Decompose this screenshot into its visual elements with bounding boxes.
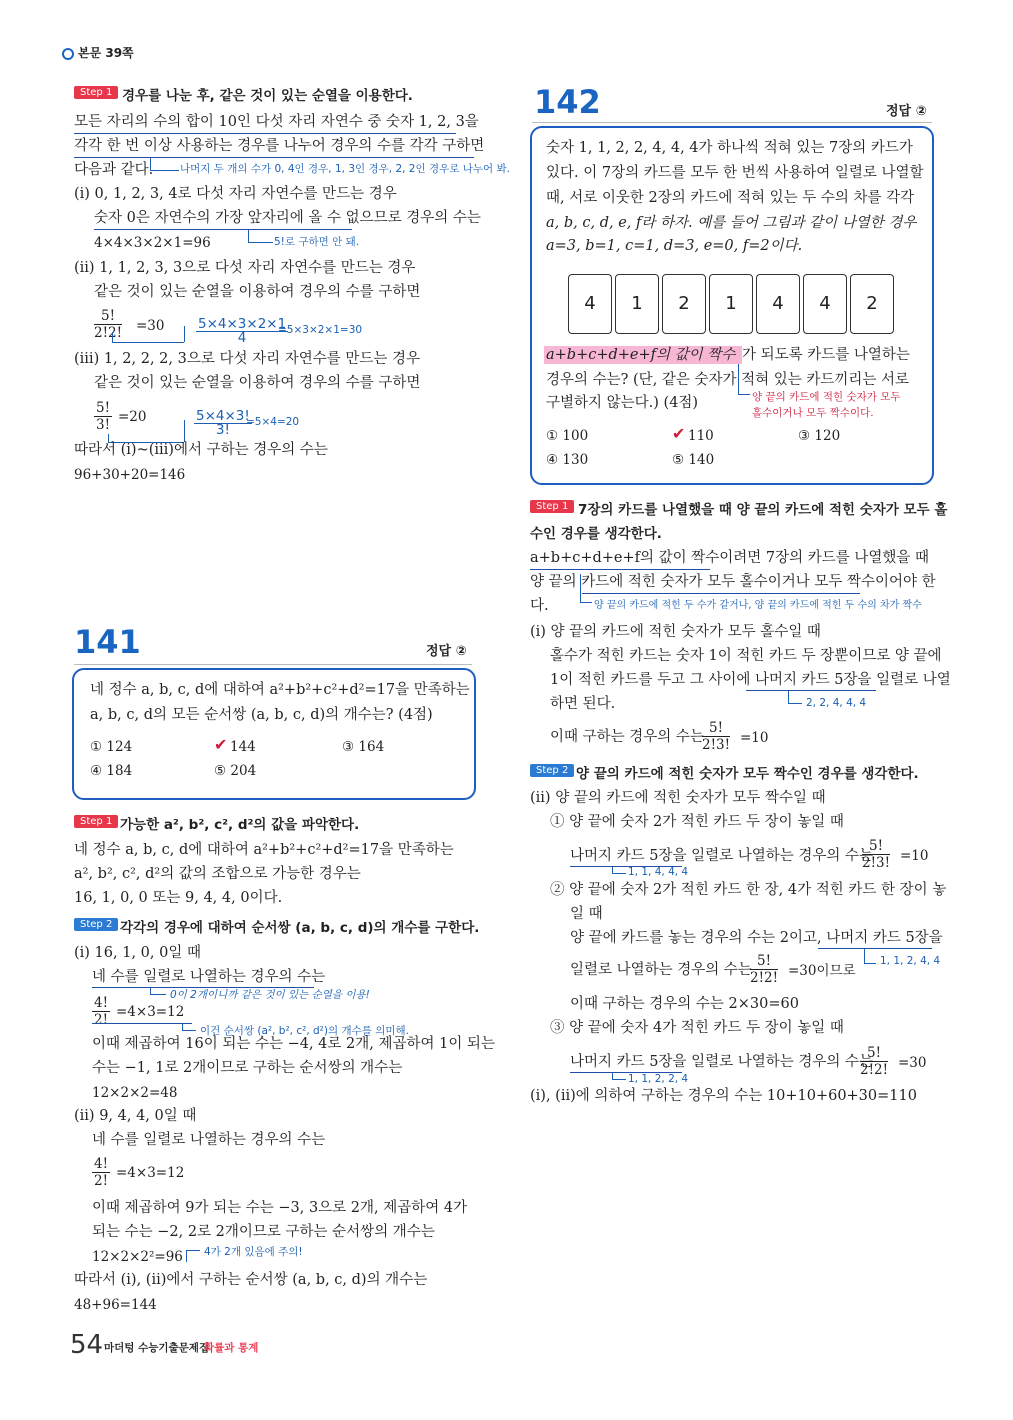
checkmark-icon: ✔ <box>672 424 686 443</box>
text-line: 모든 자리의 수의 합이 10인 다섯 자리 자연수 중 숫자 1, 2, 3을 <box>74 114 479 130</box>
annotation-fraction: $\frac{5\times 4\times 3!}{3!}$ <box>196 408 250 438</box>
answer-label: 정답 ② <box>886 104 927 119</box>
text-line: 16, 1, 0, 0 또는 9, 4, 4, 0이다. <box>74 890 283 906</box>
fraction: $\frac{5!}{2!2!}$ <box>94 308 123 341</box>
text-line: 일렬로 나열하는 경우의 수는 <box>570 962 752 978</box>
step2-text: 양 끝의 카드에 적힌 숫자가 모두 짝수인 경우를 생각한다. <box>576 766 919 782</box>
text-line: 같은 것이 있는 순열을 이용하여 경우의 수를 구하면 <box>94 375 421 391</box>
text-line: 수는 −1, 1로 2개이므로 구하는 순서쌍의 개수는 <box>92 1060 403 1076</box>
underline <box>582 593 860 594</box>
card: 2 <box>662 274 706 334</box>
step2-tag: Step 2 <box>530 764 574 777</box>
choice-1[interactable]: ① 124 <box>90 739 133 755</box>
question-text: 경우의 수는? (단, 같은 숫자가 적혀 있는 카드끼리는 서로 <box>546 372 910 388</box>
underline <box>746 690 876 691</box>
text-line: 같은 것이 있는 순열을 이용하여 경우의 수를 구하면 <box>94 284 421 300</box>
annotation-line <box>580 602 592 603</box>
step1-text: 7장의 카드를 나열했을 때 양 끝의 카드에 적힌 숫자가 모두 홀 <box>578 502 948 518</box>
text-line: 이때 제곱하여 16이 되는 수는 −4, 4로 2개, 제곱하여 1이 되는 <box>92 1036 495 1052</box>
text-line: 나머지 카드 5장을 일렬로 나열하는 경우의 수는 <box>570 848 874 864</box>
choice-3[interactable]: ③ 164 <box>342 739 385 755</box>
annotation-line <box>612 873 626 874</box>
choice-5[interactable]: ⑤ 204 <box>214 763 257 779</box>
case-heading: (ⅱ) 9, 4, 4, 0일 때 <box>74 1108 197 1124</box>
equation: 12×2×2²=96 <box>92 1249 183 1265</box>
fraction: $\frac{5!}{2!3!}$ <box>702 720 731 753</box>
step1-text: 가능한 a², b², c², d²의 값을 파악한다. <box>120 817 360 833</box>
question-text: a, b, c, d의 모든 순서쌍 (a, b, c, d)의 개수는? (4점) <box>90 707 433 723</box>
annotation: =5×3×2×1=30 <box>278 324 363 336</box>
annotation-line <box>186 1250 200 1251</box>
text-line: 이때 제곱하여 9가 되는 수는 −3, 3으로 2개, 제곱하여 4가 <box>92 1200 468 1216</box>
problem-number: 141 <box>74 623 141 661</box>
text-line: 되는 수는 −2, 2로 2개이므로 구하는 순서쌍의 개수는 <box>92 1224 435 1240</box>
annotation: 이건 순서쌍 (a², b², c², d²)의 개수를 의미해. <box>200 1025 409 1037</box>
text-line: 나머지 카드 5장을 일렬로 나열하는 경우의 수는 <box>570 1054 874 1070</box>
card: 4 <box>803 274 847 334</box>
choice-3[interactable]: ③ 120 <box>798 428 841 444</box>
annotation-line <box>186 1250 187 1262</box>
text-line: 숫자 0은 자연수의 가장 앞자리에 올 수 없으므로 경우의 수는 <box>94 210 481 226</box>
step1-tag: Step 1 <box>530 500 574 513</box>
step2-text: 각각의 경우에 대하여 순서쌍 (a, b, c, d)의 개수를 구한다. <box>120 920 480 936</box>
text-line: 각각 한 번 이상 사용하는 경우를 나누어 경우의 수를 각각 구하면 <box>74 138 485 154</box>
choice-2[interactable]: 144 <box>230 739 256 755</box>
annotation-arrow <box>248 230 273 243</box>
card: 4 <box>756 274 800 334</box>
text-line: 홀수가 적힌 카드는 숫자 1이 적힌 카드 두 장뿐이므로 양 끝에 <box>550 648 942 664</box>
annotation-line <box>788 703 802 704</box>
text-line: 다음과 같다. <box>74 162 154 178</box>
annotation-fraction: $\frac{5\times 4\times 3\times 2\times 1}{4}$ <box>198 316 287 346</box>
conclusion: (ⅰ), (ⅱ)에 의하여 구하는 경우의 수는 10+10+60+30=110 <box>530 1088 917 1104</box>
equation: =30 <box>898 1055 927 1071</box>
page-reference: 본문 39쪽 <box>78 46 134 60</box>
question-text: 때, 서로 이웃한 2장의 카드에 적혀 있는 두 수의 차를 각각 <box>546 190 915 206</box>
question-text: 네 정수 a, b, c, d에 대하여 a²+b²+c²+d²=17을 만족하는 <box>90 682 470 698</box>
title-rule <box>532 122 932 123</box>
annotation: 홀수이거나 모두 짝수이다. <box>752 407 874 419</box>
title-rule <box>74 664 472 665</box>
page-number: 54 <box>70 1330 104 1360</box>
step1-text: 수인 경우를 생각한다. <box>530 526 662 542</box>
fraction: $\frac{4!}{2!}$ <box>94 995 109 1028</box>
question-text: a, b, c, d, e, f라 하자. 예를 들어 그림과 같이 나열한 경우 <box>546 215 917 231</box>
choice-4[interactable]: ④ 130 <box>546 452 589 468</box>
question-text-highlighted: a+b+c+d+e+f의 값이 짝수 <box>546 347 736 363</box>
annotation-line <box>184 420 185 442</box>
annotation: 양 끝의 카드에 적힌 숫자가 모두 <box>752 391 901 403</box>
card: 1 <box>615 274 659 334</box>
subject-label: 확률과 통계 <box>204 1342 259 1354</box>
fraction: $\frac{5!}{3!}$ <box>96 400 111 433</box>
underline <box>818 948 932 949</box>
annotation-line <box>788 691 789 703</box>
equation: =20 <box>118 409 147 425</box>
question-text: 숫자 1, 1, 2, 2, 4, 4, 4가 하나씩 적혀 있는 7장의 카드가 <box>546 140 913 156</box>
underline <box>74 157 474 158</box>
annotation: 나머지 두 개의 수가 0, 4인 경우, 1, 3인 경우, 2, 2인 경우로 나누어 봐. <box>180 163 510 175</box>
text-line: 네 수를 일렬로 나열하는 경우의 수는 <box>92 969 326 985</box>
annotation-line <box>184 326 185 342</box>
conclusion-equation: 96+30+20=146 <box>74 467 186 483</box>
sub-case: 일 때 <box>570 906 603 922</box>
text-line: 1이 적힌 카드를 두고 그 사이에 나머지 카드 5장을 일렬로 나열 <box>550 672 951 688</box>
annotation: 0이 2개이니까 같은 것이 있는 순열을 이용! <box>170 989 370 1001</box>
problem-number: 142 <box>534 83 601 121</box>
underline <box>92 1023 192 1024</box>
annotation: 4가 2개 있음에 주의! <box>204 1246 303 1258</box>
equation: =4×3=12 <box>116 1004 185 1020</box>
annotation-arrow <box>150 158 179 171</box>
text-line: 다. <box>530 598 549 614</box>
fraction: $\frac{4!}{2!}$ <box>94 1156 109 1189</box>
sub-case: ③ 양 끝에 숫자 4가 적힌 카드 두 장이 놓일 때 <box>550 1020 844 1036</box>
annotation-line <box>864 963 876 964</box>
conclusion: 따라서 (ⅰ), (ⅱ)에서 구하는 순서쌍 (a, b, c, d)의 개수는 <box>74 1272 428 1288</box>
case-heading: (ⅰ) 16, 1, 0, 0일 때 <box>74 945 201 961</box>
equation: =30이므로 <box>788 963 856 979</box>
card: 2 <box>850 274 894 334</box>
underline <box>530 569 710 570</box>
text-line: 네 정수 a, b, c, d에 대하여 a²+b²+c²+d²=17을 만족하는 <box>74 842 454 858</box>
case-heading: (ⅲ) 1, 2, 2, 2, 3으로 다섯 자리 자연수를 만드는 경우 <box>74 351 420 367</box>
annotation: 1, 1, 2, 4, 4 <box>880 955 941 967</box>
text-line: 양 끝의 카드에 적힌 숫자가 모두 홀수이거나 모두 짝수이어야 한 <box>530 574 936 590</box>
step1-text: 경우를 나눈 후, 같은 것이 있는 순열을 이용한다. <box>122 88 413 104</box>
equation: =10 <box>740 730 769 746</box>
card: 1 <box>709 274 753 334</box>
answer-label: 정답 ② <box>426 644 467 659</box>
equation: 4×4×3×2×1=96 <box>94 235 211 251</box>
sub-case: ② 양 끝에 숫자 2가 적힌 카드 한 장, 4가 적힌 카드 한 장이 놓 <box>550 882 947 898</box>
equation: =30 <box>136 318 165 334</box>
case-heading: (ⅰ) 양 끝의 카드에 적힌 숫자가 모두 홀수일 때 <box>530 624 821 640</box>
choice-4[interactable]: ④ 184 <box>90 763 133 779</box>
text-line: 하면 된다. <box>550 696 616 712</box>
fraction: $\frac{5!}{2!3!}$ <box>862 838 891 871</box>
question-text: 가 되도록 카드를 나열하는 <box>742 347 910 363</box>
annotation: 2, 2, 4, 4, 4 <box>806 697 867 709</box>
question-text: 있다. 이 7장의 카드를 모두 한 번씩 사용하여 일렬로 나열할 <box>546 165 924 181</box>
equation: =10 <box>900 848 929 864</box>
card: 4 <box>568 274 612 334</box>
text-line: a+b+c+d+e+f의 값이 짝수이려면 7장의 카드를 나열했을 때 <box>530 550 930 566</box>
step1-tag: Step 1 <box>74 815 118 828</box>
conclusion: 따라서 (ⅰ)~(ⅲ)에서 구하는 경우의 수는 <box>74 442 328 458</box>
choice-1[interactable]: ① 100 <box>546 428 589 444</box>
question-text: 구별하지 않는다.) (4점) <box>546 395 699 411</box>
annotation-line <box>738 394 750 395</box>
underline <box>74 133 456 134</box>
text-line: a², b², c², d²의 값의 조합으로 가능한 경우는 <box>74 866 361 882</box>
text-line: 이때 구하는 경우의 수는 2×30=60 <box>570 996 799 1012</box>
annotation-line <box>112 342 184 343</box>
case-heading: (ⅰ) 0, 1, 2, 3, 4로 다섯 자리 자연수를 만드는 경우 <box>74 186 397 202</box>
annotation: 양 끝의 카드에 적힌 두 수가 같거나, 양 끝의 카드에 적힌 두 수의 차가 짝수 <box>594 600 922 611</box>
step1-tag: Step 1 <box>74 86 118 99</box>
sub-case: ① 양 끝에 숫자 2가 적힌 카드 두 장이 놓일 때 <box>550 814 844 830</box>
annotation: 5!로 구하면 안 돼. <box>274 236 360 248</box>
text-line: 이때 구하는 경우의 수는 <box>550 729 704 745</box>
annotation: 1, 1, 4, 4, 4 <box>628 866 689 878</box>
annotation-line <box>182 1030 196 1031</box>
text-line: 양 끝에 카드를 놓는 경우의 수는 2이고, 나머지 카드 5장을 <box>570 930 943 946</box>
annotation-line <box>864 949 865 963</box>
annotation-line <box>580 574 581 602</box>
annotation: 1, 1, 2, 2, 4 <box>628 1073 689 1085</box>
book-title: 마더텅 수능기출문제집 <box>104 1342 210 1354</box>
annotation-line <box>150 994 166 995</box>
checkmark-icon: ✔ <box>214 735 228 754</box>
choice-2[interactable]: 110 <box>688 428 714 444</box>
choice-5[interactable]: ⑤ 140 <box>672 452 715 468</box>
fraction: $\frac{5!}{2!2!}$ <box>750 953 779 986</box>
annotation-line <box>612 1079 626 1080</box>
question-text: a=3, b=1, c=1, d=3, e=0, f=2이다. <box>546 238 803 254</box>
equation: 12×2×2=48 <box>92 1085 178 1101</box>
annotation: =5×4=20 <box>246 416 300 428</box>
step2-tag: Step 2 <box>74 918 118 931</box>
case-heading: (ⅱ) 1, 1, 2, 3, 3으로 다섯 자리 자연수를 만드는 경우 <box>74 260 416 276</box>
conclusion-equation: 48+96=144 <box>74 1297 157 1313</box>
case-heading: (ⅱ) 양 끝의 카드에 적힌 숫자가 모두 짝수일 때 <box>530 790 826 806</box>
text-line: 네 수를 일렬로 나열하는 경우의 수는 <box>92 1132 326 1148</box>
fraction: $\frac{5!}{2!2!}$ <box>860 1045 889 1078</box>
circle-bullet-icon <box>62 48 74 60</box>
equation: =4×3=12 <box>116 1165 185 1181</box>
underline <box>94 229 352 230</box>
